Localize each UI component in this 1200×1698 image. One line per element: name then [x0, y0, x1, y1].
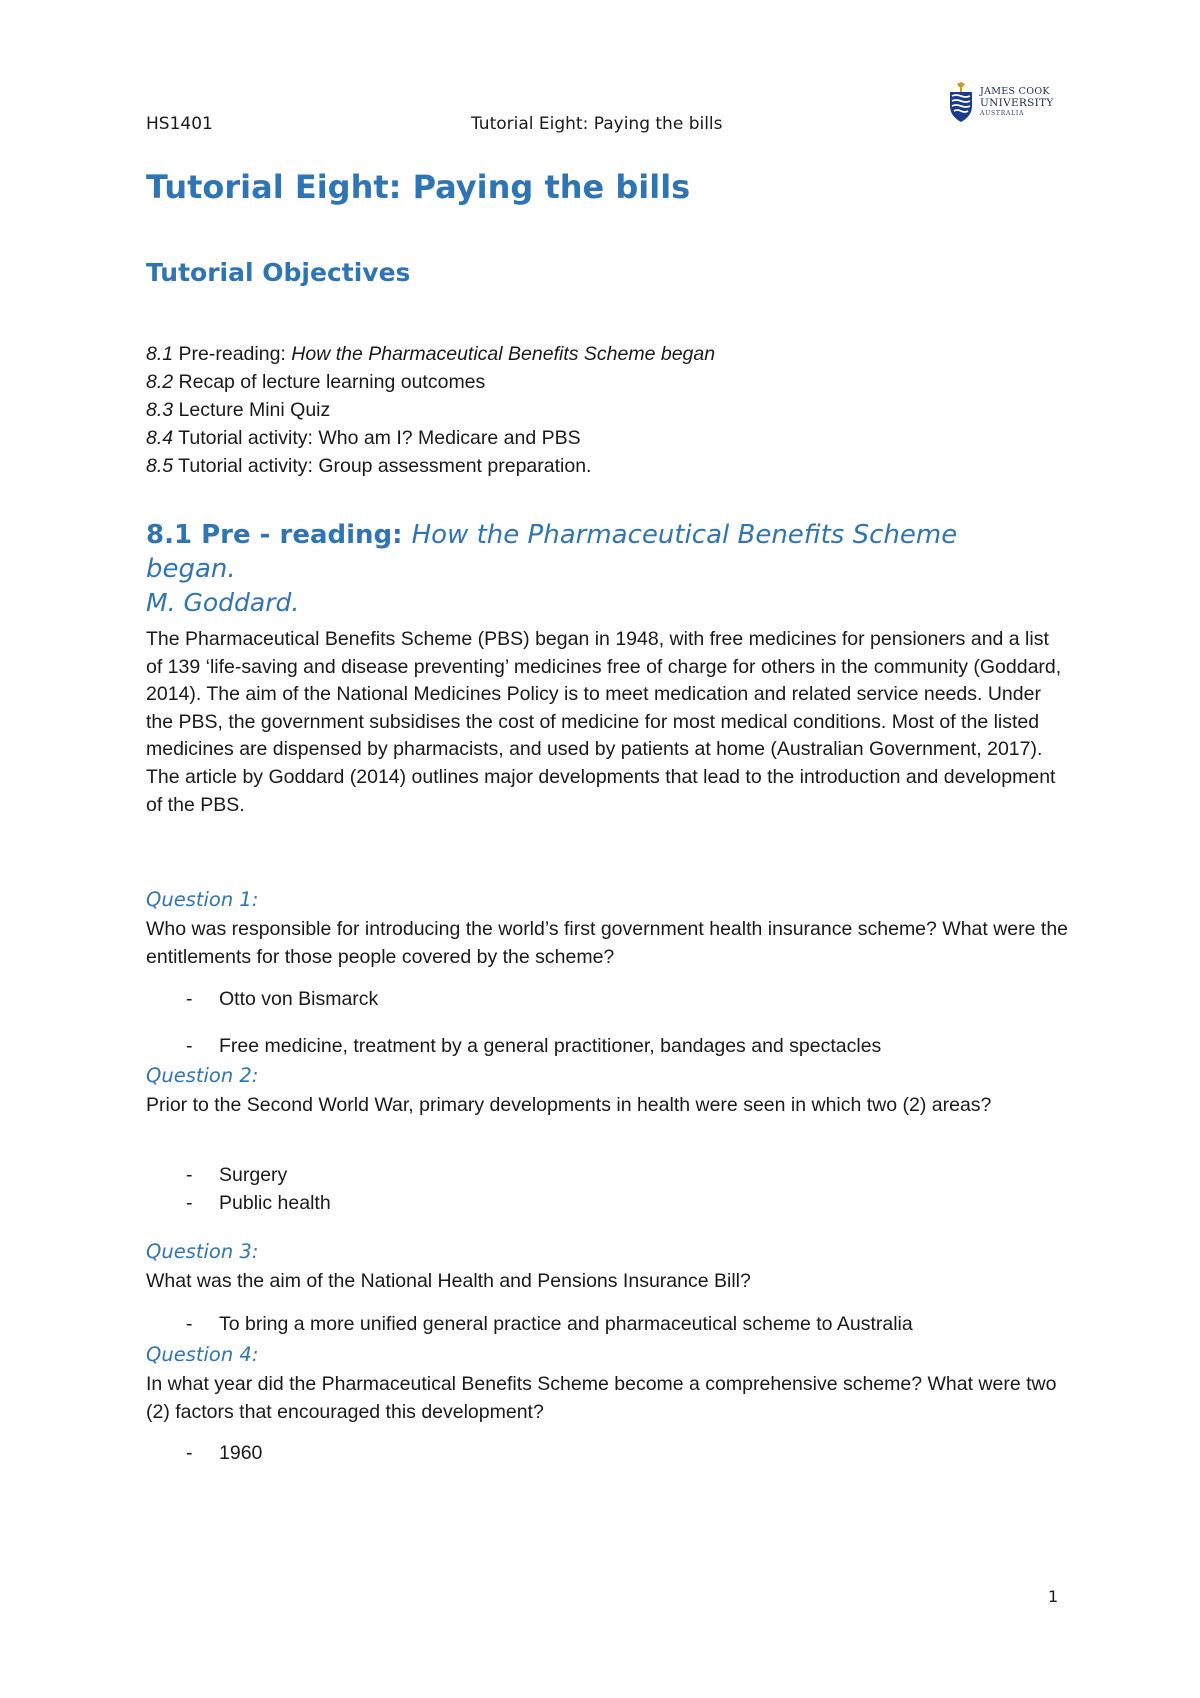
logo-line-1: JAMES COOK — [980, 86, 1050, 97]
question-text: Who was responsible for introducing the world’s first government health insurance scheme? What were the entitlements for those people covered by the scheme? — [146, 918, 1069, 968]
answer-item: - Otto von Bismarck — [186, 988, 379, 1010]
question-text: What was the aim of the National Health and Pensions Insurance Bill? — [146, 1270, 751, 1292]
question-label: Question 4: — [146, 1343, 259, 1366]
objective-item: 8.4 Tutorial activity: Who am I? Medicare and PBS — [146, 427, 581, 449]
document-title: Tutorial Eight: Paying the bills — [146, 168, 691, 206]
header-title: Tutorial Eight: Paying the bills — [471, 114, 723, 134]
university-logo — [948, 80, 1060, 126]
article-author: M. Goddard. — [146, 588, 300, 617]
objective-item: 8.2 Recap of lecture learning outcomes — [146, 371, 486, 393]
question-label: Question 3: — [146, 1240, 259, 1263]
answer-item: - Surgery — [186, 1164, 288, 1186]
answer-item: - 1960 — [186, 1442, 263, 1464]
question-text: Prior to the Second World War, primary developments in health were seen in which two (2) areas? — [146, 1094, 992, 1116]
objectives-list — [146, 340, 715, 480]
answer-item: - Public health — [186, 1192, 331, 1214]
question-label: Question 1: — [146, 888, 259, 911]
objective-item: 8.1 Pre-reading: How the Pharmaceutical Benefits Scheme began — [146, 343, 716, 365]
crest-icon — [948, 82, 974, 124]
intro-paragraph: The Pharmaceutical Benefits Scheme (PBS) began in 1948, with free medicines for pensioners and a list of 139 ‘life-saving and disease preventing’ medicines free of charge for others in the community (Goddard, 2014). The aim of the National Medicines Policy is to meet medication and related service needs. Under the PBS, the government subsidises the cost of medicine for most medical conditions. Most of the listed medicines are dispensed by pharmacists, and used by patients at home (Australian Government, 2017). The article by Goddard (2014) outlines major developments that lead to the introduction and development of the PBS. — [146, 628, 1062, 816]
logo-line-3: AUSTRALIA — [980, 110, 1025, 117]
question-label: Question 2: — [146, 1064, 259, 1087]
objectives-heading: Tutorial Objectives — [146, 258, 411, 287]
page-number: 1 — [1048, 1587, 1059, 1606]
header-course-code: HS1401 — [146, 114, 213, 134]
question-text: In what year did the Pharmaceutical Benefits Scheme become a comprehensive scheme? What were two (2) factors that encouraged this development? — [146, 1373, 1057, 1423]
logo-line-2: UNIVERSITY — [980, 97, 1054, 109]
section-heading: 8.1 Pre - reading: How the Pharmaceutical Benefits Scheme began. — [146, 520, 958, 584]
objective-item: 8.3 Lecture Mini Quiz — [146, 399, 331, 421]
answer-item: - Free medicine, treatment by a general practitioner, bandages and spectacles — [186, 1035, 882, 1057]
objective-item: 8.5 Tutorial activity: Group assessment preparation. — [146, 455, 592, 477]
answer-item: - To bring a more unified general practice and pharmaceutical scheme to Australia — [186, 1313, 913, 1335]
